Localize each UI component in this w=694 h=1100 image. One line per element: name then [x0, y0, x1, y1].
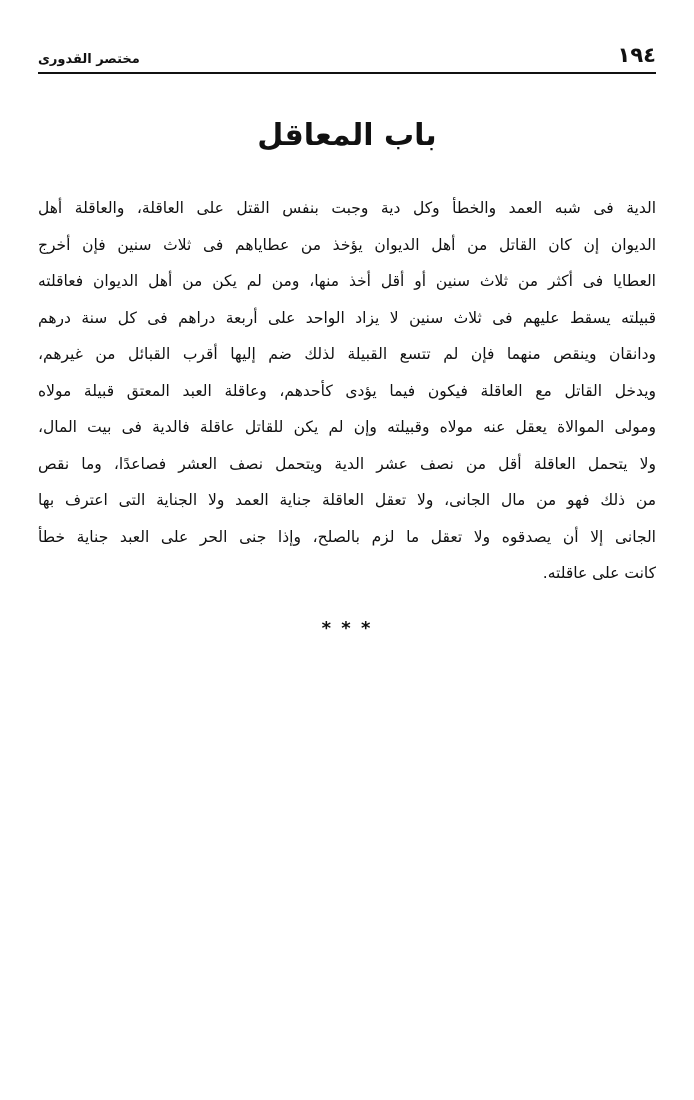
text-line: ومولى الموالاة يعقل عنه مولاه وقبيلته وإن لم يكن للقاتل عاقلة فالدية فى بيت المال،	[38, 418, 656, 436]
text-line: العطايا فى أكثر من ثلاث سنين أو أقل أخذ منها، ومن لم يكن من أهل الديوان فعاقلته	[38, 272, 656, 290]
page-number: ١٩٤	[617, 43, 656, 67]
text-line-last: كانت على عاقلته.	[542, 564, 656, 582]
text-line: ويدخل القاتل مع العاقلة فيكون فيما يؤدى كأحدهم، وعاقلة العبد المعتق قبيلة مولاه	[38, 381, 656, 400]
chapter-title: باب المعاقل	[257, 118, 437, 153]
text-line: الجانى إلا أن يصدقوه ولا تعقل ما لزم بالصلح، وإذا جنى الحر على العبد جناية خطأ	[38, 527, 656, 546]
section-separator: * * *	[321, 618, 373, 639]
text-line: الدية فى شبه العمد والخطأ وكل دية وجبت بنفس القتل على العاقلة، والعاقلة أهل	[38, 199, 656, 217]
body-paragraph	[38, 190, 656, 592]
running-title: مختصر القدورى	[38, 52, 140, 67]
text-line: ودانقان وينقص منهما فإن لم تتسع القبيلة لذلك ضم إليها أقرب القبائل من غيرهم،	[38, 345, 656, 363]
text-line: قبيلته يسقط عليهم فى ثلاث سنين لا يزاد الواحد على أربعة دراهم فى كل سنة درهم	[38, 308, 656, 327]
text-line: من ذلك فهو من مال الجانى، ولا تعقل العاقلة جناية العمد ولا الجناية التى اعترف بها	[38, 491, 656, 509]
text-line: الديوان إن كان القاتل من أهل الديوان يؤخذ من عطاياهم فى ثلاث سنين فإن أخرج	[38, 235, 656, 254]
text-line: ولا يتحمل العاقلة أقل من نصف عشر الدية ويتحمل نصف العشر فصاعدًا، وما نقص	[38, 454, 656, 473]
page-header	[38, 40, 656, 74]
